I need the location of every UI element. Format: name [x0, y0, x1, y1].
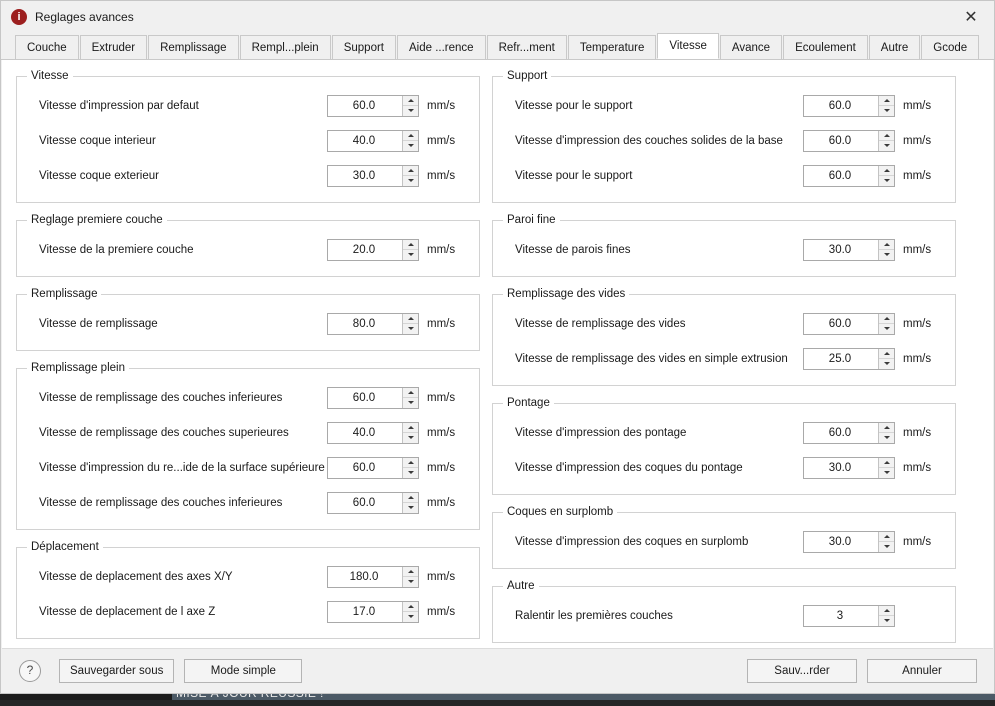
spinner-value[interactable]: 60.0	[352, 391, 376, 404]
spinner-value[interactable]: 20.0	[352, 243, 376, 256]
spinner-up-icon[interactable]	[879, 240, 894, 251]
group-d-placement	[16, 541, 480, 639]
unit-label: mm/s	[427, 243, 456, 256]
setting-row	[27, 232, 469, 267]
spinner-down-icon[interactable]	[879, 542, 894, 552]
spinner-down-icon[interactable]	[403, 250, 418, 260]
spinner-input[interactable]	[327, 422, 419, 444]
spinner-down-icon[interactable]	[879, 141, 894, 151]
setting-label: Ralentir les premières couches	[515, 609, 673, 622]
spinner-input[interactable]	[327, 313, 419, 335]
spinner-buttons[interactable]	[878, 458, 894, 478]
spinner-value[interactable]: 40.0	[352, 426, 376, 439]
tab-extruder[interactable]: Extruder	[80, 35, 147, 59]
tab-autre[interactable]: Autre	[869, 35, 921, 59]
group-pontage	[492, 397, 956, 495]
spinner-input[interactable]	[803, 95, 895, 117]
spinner-buttons[interactable]	[402, 96, 418, 116]
unit-label: mm/s	[903, 243, 932, 256]
spinner-down-icon[interactable]	[403, 503, 418, 513]
spinner-value[interactable]: 30.0	[828, 535, 852, 548]
group-legend: Déplacement	[31, 541, 99, 553]
spinner-value[interactable]: 60.0	[828, 317, 852, 330]
unit-label: mm/s	[427, 605, 456, 618]
group-legend: Coques en surplomb	[507, 506, 614, 518]
close-icon[interactable]: ✕	[964, 8, 978, 26]
unit-label: mm/s	[427, 461, 456, 474]
spinner-buttons[interactable]	[402, 388, 418, 408]
spinner-value[interactable]: 60.0	[352, 99, 376, 112]
spinner-up-icon[interactable]	[403, 458, 418, 469]
spinner-down-icon[interactable]	[403, 398, 418, 408]
spinner-buttons[interactable]	[402, 458, 418, 478]
spinner-buttons[interactable]	[878, 240, 894, 260]
unit-label: mm/s	[427, 426, 456, 439]
setting-label: Vitesse de remplissage des couches inferieures	[39, 391, 283, 404]
spinner-input[interactable]	[803, 605, 895, 627]
group-legend: Paroi fine	[507, 214, 556, 226]
spinner-input[interactable]	[803, 165, 895, 187]
tab-vitesse[interactable]: Vitesse	[657, 33, 719, 59]
setting-label: Vitesse de deplacement des axes X/Y	[39, 570, 233, 583]
setting-label: Vitesse de remplissage des vides en simple extrusion	[515, 352, 788, 365]
setting-row	[503, 598, 945, 633]
window-footer	[2, 648, 993, 693]
setting-row	[503, 232, 945, 267]
setting-row	[503, 123, 945, 158]
setting-label: Vitesse de remplissage des vides	[515, 317, 686, 330]
spinner-up-icon[interactable]	[403, 567, 418, 578]
group-remplissage	[16, 288, 480, 351]
spinner-up-icon[interactable]	[879, 131, 894, 142]
settings-content	[2, 60, 993, 648]
spinner-value[interactable]: 40.0	[352, 134, 376, 147]
spinner-down-icon[interactable]	[403, 324, 418, 334]
spinner-buttons[interactable]	[878, 349, 894, 369]
setting-label: Vitesse de la premiere couche	[39, 243, 194, 256]
spinner-value[interactable]: 60.0	[828, 134, 852, 147]
spinner-buttons[interactable]	[402, 493, 418, 513]
unit-label: mm/s	[427, 317, 456, 330]
spinner-down-icon[interactable]	[879, 324, 894, 334]
spinner-value[interactable]: 3	[836, 609, 844, 622]
spinner-buttons[interactable]	[402, 314, 418, 334]
spinner-value[interactable]: 60.0	[352, 461, 376, 474]
spinner-input[interactable]	[327, 239, 419, 261]
spinner-input[interactable]	[327, 165, 419, 187]
setting-row	[27, 415, 469, 450]
tabstrip	[1, 33, 994, 60]
spinner-down-icon[interactable]	[403, 612, 418, 622]
spinner-up-icon[interactable]	[879, 314, 894, 325]
spinner-down-icon[interactable]	[879, 250, 894, 260]
setting-row	[27, 485, 469, 520]
setting-row	[27, 306, 469, 341]
spinner-up-icon[interactable]	[403, 423, 418, 434]
setting-label: Vitesse coque interieur	[39, 134, 156, 147]
setting-row	[27, 559, 469, 594]
spinner-value[interactable]: 25.0	[828, 352, 852, 365]
spinner-buttons[interactable]	[402, 166, 418, 186]
spinner-up-icon[interactable]	[403, 166, 418, 177]
spinner-down-icon[interactable]	[879, 106, 894, 116]
spinner-up-icon[interactable]	[879, 423, 894, 434]
unit-label: mm/s	[427, 99, 456, 112]
help-icon[interactable]: ?	[19, 660, 41, 682]
spinner-buttons[interactable]	[878, 606, 894, 626]
unit-label: mm/s	[903, 169, 932, 182]
setting-row	[27, 450, 469, 485]
tab-temperature[interactable]: Temperature	[568, 35, 657, 59]
unit-label: mm/s	[427, 496, 456, 509]
setting-label: Vitesse d'impression du re...ide de la surface supérieure	[39, 461, 325, 474]
setting-row	[503, 341, 945, 376]
save-as-button[interactable]: Sauvegarder sous	[59, 659, 174, 683]
setting-label: Vitesse pour le support	[515, 99, 633, 112]
setting-row	[503, 415, 945, 450]
spinner-down-icon[interactable]	[403, 468, 418, 478]
spinner-value[interactable]: 30.0	[828, 461, 852, 474]
settings-columns	[2, 60, 993, 654]
spinner-up-icon[interactable]	[403, 388, 418, 399]
spinner-input[interactable]	[803, 130, 895, 152]
tab-couche[interactable]: Couche	[15, 35, 79, 59]
spinner-value[interactable]: 180.0	[349, 570, 379, 583]
window-title: Reglages avances	[35, 10, 134, 24]
spinner-down-icon[interactable]	[879, 468, 894, 478]
spinner-input[interactable]	[803, 531, 895, 553]
spinner-value[interactable]: 17.0	[352, 605, 376, 618]
spinner-down-icon[interactable]	[879, 176, 894, 186]
cancel-button[interactable]: Annuler	[867, 659, 977, 683]
setting-row	[503, 88, 945, 123]
save-button[interactable]: Sauv...rder	[747, 659, 857, 683]
spinner-buttons[interactable]	[878, 423, 894, 443]
group-legend: Reglage premiere couche	[31, 214, 163, 226]
spinner-buttons[interactable]	[402, 240, 418, 260]
spinner-up-icon[interactable]	[879, 532, 894, 543]
spinner-down-icon[interactable]	[879, 359, 894, 369]
spinner-input[interactable]	[803, 348, 895, 370]
group-reglage-premiere-couche	[16, 214, 480, 277]
spinner-value[interactable]: 60.0	[828, 169, 852, 182]
group-legend: Remplissage des vides	[507, 288, 626, 300]
tab-aide-rence[interactable]: Aide ...rence	[397, 35, 486, 59]
spinner-input[interactable]	[327, 601, 419, 623]
spinner-value[interactable]: 60.0	[828, 99, 852, 112]
spinner-input[interactable]	[803, 313, 895, 335]
spinner-up-icon[interactable]	[879, 458, 894, 469]
spinner-up-icon[interactable]	[879, 349, 894, 360]
spinner-input[interactable]	[803, 239, 895, 261]
group-remplissage-plein	[16, 362, 480, 530]
spinner-up-icon[interactable]	[403, 314, 418, 325]
spinner-up-icon[interactable]	[403, 96, 418, 107]
tab-remplissage[interactable]: Remplissage	[148, 35, 238, 59]
spinner-input[interactable]	[803, 457, 895, 479]
unit-label: mm/s	[427, 134, 456, 147]
spinner-down-icon[interactable]	[879, 616, 894, 626]
spinner-value[interactable]: 60.0	[352, 496, 376, 509]
spinner-buttons[interactable]	[402, 423, 418, 443]
group-legend: Remplissage plein	[31, 362, 125, 374]
tab-gcode[interactable]: Gcode	[921, 35, 979, 59]
unit-label: mm/s	[903, 317, 932, 330]
group-legend: Pontage	[507, 397, 550, 409]
spinner-down-icon[interactable]	[403, 106, 418, 116]
group-legend: Vitesse	[31, 70, 69, 82]
setting-label: Vitesse de parois fines	[515, 243, 631, 256]
window-titlebar	[1, 1, 994, 33]
spinner-up-icon[interactable]	[879, 606, 894, 617]
spinner-up-icon[interactable]	[879, 166, 894, 177]
spinner-buttons[interactable]	[878, 166, 894, 186]
tab-rempl-plein[interactable]: Rempl...plein	[240, 35, 331, 59]
spinner-buttons[interactable]	[878, 131, 894, 151]
tab-support[interactable]: Support	[332, 35, 396, 59]
group-coques-en-surplomb	[492, 506, 956, 569]
spinner-buttons[interactable]	[402, 602, 418, 622]
setting-label: Vitesse d'impression des pontage	[515, 426, 687, 439]
spinner-down-icon[interactable]	[403, 141, 418, 151]
taskbar-strip	[0, 700, 995, 706]
setting-row	[27, 158, 469, 193]
setting-row	[27, 594, 469, 629]
group-vitesse	[16, 70, 480, 203]
spinner-buttons[interactable]	[402, 567, 418, 587]
group-remplissage-des-vides	[492, 288, 956, 386]
unit-label: mm/s	[903, 461, 932, 474]
spinner-up-icon[interactable]	[403, 602, 418, 613]
unit-label: mm/s	[427, 570, 456, 583]
setting-row	[27, 88, 469, 123]
group-support	[492, 70, 956, 203]
setting-label: Vitesse d'impression par defaut	[39, 99, 199, 112]
spinner-buttons[interactable]	[878, 532, 894, 552]
unit-label: mm/s	[427, 391, 456, 404]
spinner-down-icon[interactable]	[403, 433, 418, 443]
setting-label: Vitesse de remplissage des couches inferieures	[39, 496, 283, 509]
spinner-value[interactable]: 60.0	[828, 426, 852, 439]
setting-label: Vitesse de deplacement de l axe Z	[39, 605, 216, 618]
spinner-value[interactable]: 30.0	[352, 169, 376, 182]
tab-ecoulement[interactable]: Ecoulement	[783, 35, 868, 59]
spinner-buttons[interactable]	[878, 96, 894, 116]
group-paroi-fine	[492, 214, 956, 277]
setting-label: Vitesse d'impression des coques en surplomb	[515, 535, 749, 548]
spinner-input[interactable]	[803, 422, 895, 444]
setting-label: Vitesse d'impression des couches solides de la base	[515, 134, 783, 147]
setting-row	[503, 524, 945, 559]
spinner-up-icon[interactable]	[403, 131, 418, 142]
info-icon: i	[11, 9, 27, 25]
setting-label: Vitesse pour le support	[515, 169, 633, 182]
setting-label: Vitesse de remplissage	[39, 317, 158, 330]
simple-mode-button[interactable]: Mode simple	[184, 659, 302, 683]
unit-label: mm/s	[903, 352, 932, 365]
unit-label: mm/s	[903, 426, 932, 439]
setting-row	[27, 380, 469, 415]
setting-row	[503, 450, 945, 485]
group-legend: Remplissage	[31, 288, 98, 300]
setting-label: Vitesse coque exterieur	[39, 169, 159, 182]
spinner-down-icon[interactable]	[879, 433, 894, 443]
spinner-value[interactable]: 30.0	[828, 243, 852, 256]
unit-label: mm/s	[903, 99, 932, 112]
spinner-input[interactable]	[327, 566, 419, 588]
spinner-input[interactable]	[327, 387, 419, 409]
tab-avance[interactable]: Avance	[720, 35, 782, 59]
setting-row	[503, 306, 945, 341]
setting-row	[503, 158, 945, 193]
spinner-buttons[interactable]	[878, 314, 894, 334]
spinner-up-icon[interactable]	[403, 240, 418, 251]
spinner-input[interactable]	[327, 457, 419, 479]
spinner-buttons[interactable]	[402, 131, 418, 151]
unit-label: mm/s	[427, 169, 456, 182]
left-column	[16, 70, 480, 654]
tab-refr-ment[interactable]: Refr...ment	[487, 35, 567, 59]
spinner-down-icon[interactable]	[403, 176, 418, 186]
setting-label: Vitesse de remplissage des couches superieures	[39, 426, 289, 439]
unit-label: mm/s	[903, 134, 932, 147]
spinner-up-icon[interactable]	[879, 96, 894, 107]
setting-row	[27, 123, 469, 158]
spinner-input[interactable]	[327, 130, 419, 152]
spinner-value[interactable]: 80.0	[352, 317, 376, 330]
group-legend: Autre	[507, 580, 535, 592]
spinner-input[interactable]	[327, 95, 419, 117]
setting-label: Vitesse d'impression des coques du pontage	[515, 461, 743, 474]
spinner-up-icon[interactable]	[403, 493, 418, 504]
group-legend: Support	[507, 70, 548, 82]
unit-label: mm/s	[903, 535, 932, 548]
spinner-input[interactable]	[327, 492, 419, 514]
spinner-down-icon[interactable]	[403, 577, 418, 587]
right-column	[492, 70, 956, 654]
group-autre	[492, 580, 956, 643]
